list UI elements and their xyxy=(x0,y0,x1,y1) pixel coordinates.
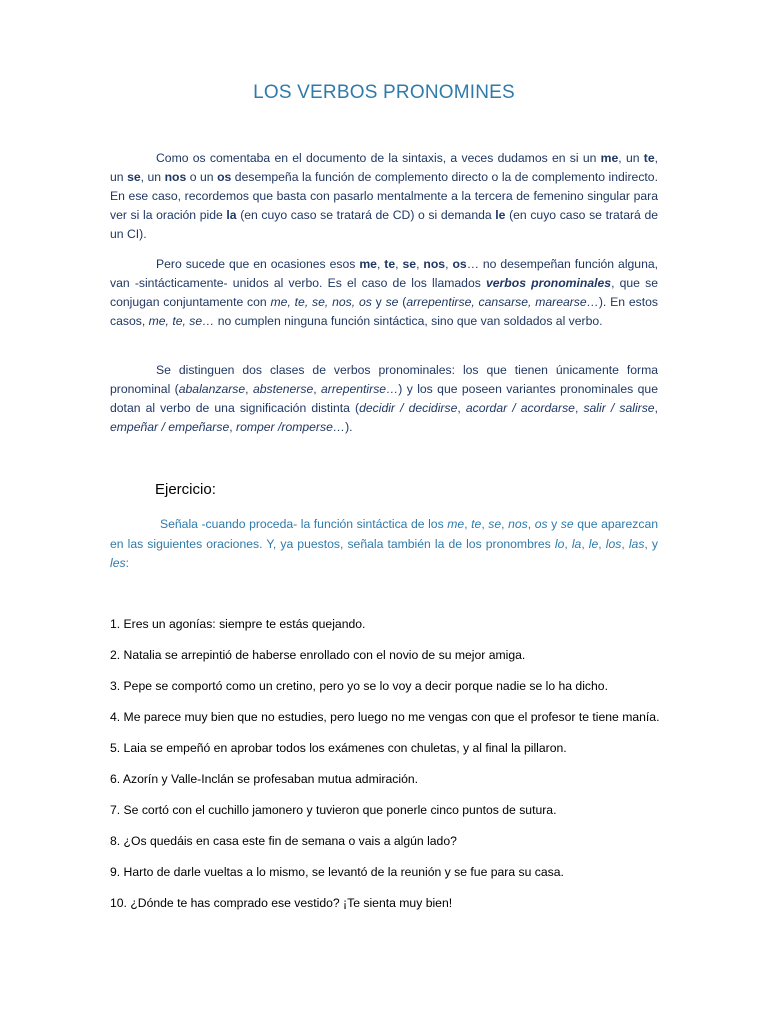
text-run: ). xyxy=(345,420,353,434)
text-run: (en cuyo caso se tratará de CD) o si demanda xyxy=(236,208,496,222)
text-run: me xyxy=(600,151,619,165)
text-run: , xyxy=(464,517,472,531)
text-run: las xyxy=(628,536,645,551)
text-run: , que se conjugan conjuntamente con xyxy=(110,276,659,309)
text-run: ( xyxy=(398,295,407,309)
text-run: se xyxy=(402,257,417,271)
text-run: se xyxy=(385,295,399,309)
list-item: 8. ¿Os quedáis en casa este fin de semana o vais a algún lado? xyxy=(110,834,457,848)
text-run: , xyxy=(313,382,322,396)
list-item: 2. Natalia se arrepintió de haberse enrollado con el novio de su mejor amiga. xyxy=(110,648,526,662)
text-run: Se distinguen dos clases de verbos pronominales: los que tienen únicamente forma pronominal ( xyxy=(110,363,658,396)
paragraph-verb-classes xyxy=(110,361,658,437)
text-run: la xyxy=(571,536,582,551)
text-run: decidir / decidirse xyxy=(359,401,458,415)
text-run: , xyxy=(457,401,466,415)
text-run: (en cuyo caso se tratará de un CI). xyxy=(110,208,658,241)
text-run: o un xyxy=(186,170,218,184)
text-run: nos xyxy=(423,257,446,271)
exercise-heading-label: Ejercicio xyxy=(155,481,212,498)
text-run: se xyxy=(488,517,502,531)
exercise-instructions xyxy=(110,515,658,574)
text-run: , un xyxy=(618,151,644,165)
text-run: , un xyxy=(140,170,165,184)
text-run: , xyxy=(376,257,385,271)
list-item: 3. Pepe se comportó como un cretino, pero yo se lo voy a decir porque nadie se lo ha dicho. xyxy=(110,679,608,693)
text-run: que aparezcan en las siguientes oraciones. Y, ya puestos, señala también la de los pronombres xyxy=(110,517,659,551)
text-run: romper /romperse… xyxy=(236,420,346,434)
text-run: y xyxy=(547,517,561,531)
text-run: , xyxy=(501,517,509,531)
text-run: lo xyxy=(554,536,565,551)
text-run: te xyxy=(384,257,396,271)
text-run: , xyxy=(229,420,237,434)
text-run: arrepentirse… xyxy=(321,382,399,396)
text-run: Pero sucede que en ocasiones esos xyxy=(156,257,360,271)
list-item: 4. Me parece muy bien que no estudies, pero luego no me vengas con que el profesor te tiene manía. xyxy=(110,710,660,724)
text-run: me xyxy=(447,517,465,531)
text-run: , xyxy=(654,401,658,415)
text-run: le xyxy=(495,208,506,222)
text-run: te xyxy=(643,151,655,165)
text-run: os xyxy=(217,170,232,184)
text-run: ). En estos casos, xyxy=(110,295,658,328)
exercise-heading xyxy=(155,481,216,498)
list-item: 9. Harto de darle vueltas a lo mismo, se levantó de la reunión y se fue para su casa. xyxy=(110,865,564,879)
text-run: desempeña la función de complemento directo o la de complemento indirecto. En ese caso, recordemos que basta con pasarlo mentalmente a la tercera de femenino singular para ver si la oración pide xyxy=(110,170,658,222)
text-run: , xyxy=(445,257,453,271)
text-run: arrepentirse, cansarse, marearse… xyxy=(406,295,599,309)
text-run: salir / salirse xyxy=(583,401,655,415)
text-run: … no desempeñan función alguna, van -sintácticamente- unidos al verbo. Es el caso de los llamados xyxy=(110,257,659,290)
text-run: , y xyxy=(644,536,658,551)
text-run: , xyxy=(574,401,584,415)
paragraph-intro xyxy=(110,149,658,244)
document-title: LOS VERBOS PRONOMINES xyxy=(253,82,515,103)
text-run: le xyxy=(588,536,599,551)
text-run: se xyxy=(127,170,141,184)
text-run: me xyxy=(359,257,377,271)
text-run: verbos pronominales xyxy=(486,276,612,290)
list-item: 1. Eres un agonías: siempre te estás quejando. xyxy=(110,617,366,631)
text-run: , xyxy=(581,536,589,551)
text-run: , xyxy=(481,517,489,531)
text-run: les xyxy=(110,556,126,570)
text-run: os xyxy=(534,517,548,531)
text-run: , xyxy=(527,517,535,531)
list-item: 5. Laia se empeñó en aprobar todos los exámenes con chuletas, y al final la pillaron. xyxy=(110,741,567,755)
text-run: te xyxy=(471,517,482,531)
text-run: los xyxy=(605,536,622,551)
text-run: , xyxy=(245,382,253,396)
text-run: Señala -cuando proceda- la función sintáctica de los xyxy=(160,517,448,531)
text-run: la xyxy=(226,208,237,222)
exercise-heading-colon: : xyxy=(211,481,216,498)
list-item: 7. Se cortó con el cuchillo jamonero y tuvieron que ponerle cinco puntos de sutura. xyxy=(110,803,557,817)
text-run: me, te, se, nos, os xyxy=(270,295,372,309)
text-run: ) y los que poseen variantes pronominales que dotan al verbo de una significación distinta ( xyxy=(110,382,658,415)
text-run: Como os comentaba en el documento de la sintaxis, a veces dudamos en si un xyxy=(156,151,601,165)
text-run: os xyxy=(452,257,467,271)
text-run: empeñar / empeñarse xyxy=(110,420,230,434)
text-run: abalanzarse xyxy=(178,382,246,396)
text-run: nos xyxy=(508,517,528,531)
text-run: nos xyxy=(164,170,187,184)
list-item: 6. Azorín y Valle-Inclán se profesaban mutua admiración. xyxy=(110,772,419,786)
text-run: , xyxy=(416,257,424,271)
text-run: , xyxy=(598,536,606,551)
text-run: y xyxy=(371,295,386,309)
text-run: , xyxy=(621,536,629,551)
paragraph-pronominal-verbs xyxy=(110,255,658,331)
text-run: , xyxy=(564,536,572,551)
exercise-sentence-list xyxy=(110,614,730,924)
text-run: me, te, se… xyxy=(148,314,215,328)
text-run: no cumplen ninguna función sintáctica, sino que van soldados al verbo. xyxy=(214,314,603,328)
text-run: acordar / acordarse xyxy=(465,401,575,415)
text-run: se xyxy=(560,517,574,531)
text-run: : xyxy=(125,556,129,570)
text-run: , un xyxy=(110,151,658,184)
text-run: abstenerse xyxy=(252,382,314,396)
list-item: 10. ¿Dónde te has comprado ese vestido? ¡Te sienta muy bien! xyxy=(110,896,453,910)
text-run: , xyxy=(395,257,403,271)
